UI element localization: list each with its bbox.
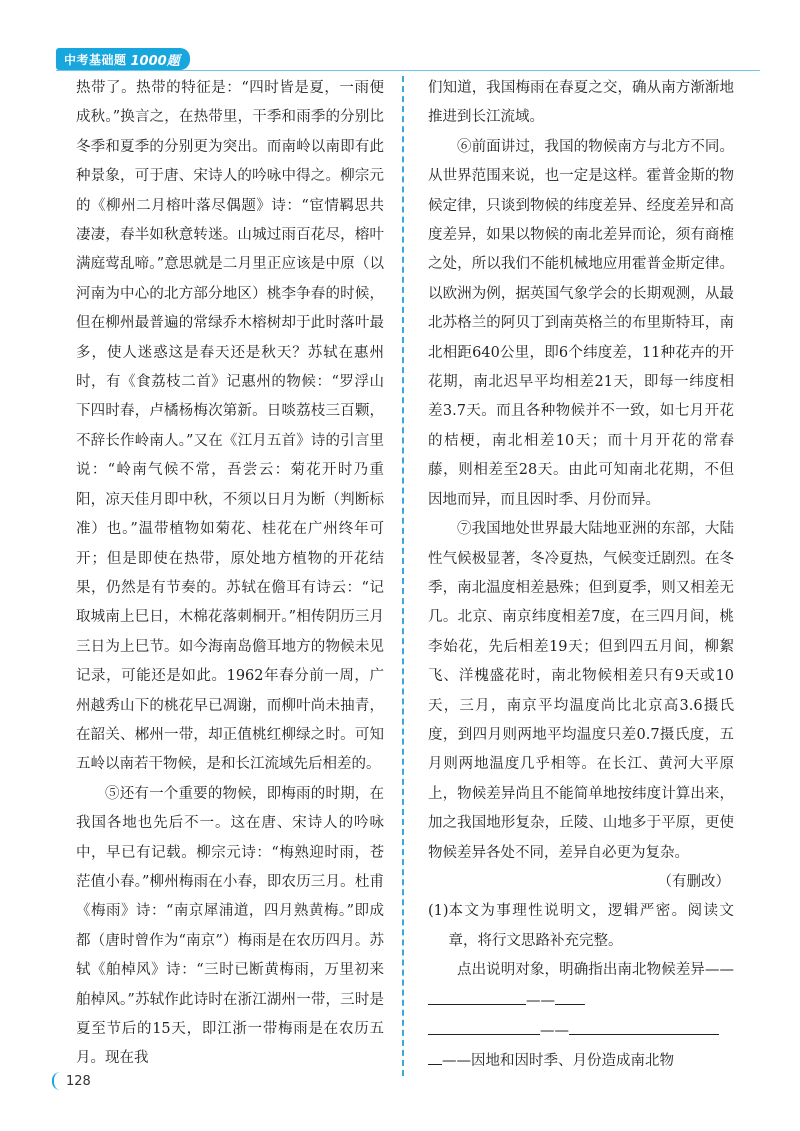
question-text: 本文为事理性说明文，逻辑严密。阅读文章，将行文思路补充完整。 <box>448 903 734 949</box>
answer-blank-2[interactable] <box>555 986 585 1005</box>
page-number: 128 <box>66 1073 91 1089</box>
count-label: 1000题 <box>130 53 180 69</box>
answer-blank-4[interactable] <box>569 1016 719 1035</box>
answer-blank-1[interactable] <box>428 986 526 1005</box>
series-label: 中考基础题 <box>64 52 127 67</box>
header-rule <box>56 70 760 71</box>
question-number: (1) <box>428 903 449 920</box>
question-1 <box>428 897 734 956</box>
column-divider <box>402 76 404 1076</box>
paragraph-6: ⑥前面讲过，我国的物候南方与北方不同。从世界范围来说，也一定是这样。霍普金斯的物候定律，只谈到物候的纬度差异、经度差异和高度差异，如果以物候的南北差异而论，须有商榷之处，所以我们不能机械地应用霍普金斯定律。以欧洲为例，据英国气象学会的长期观测，从最北苏格兰的阿贝丁到南英格兰的布里斯特耳，南北相距640公里，即6个纬度差，11种花卉的开花期，南北迟早平均相差21天，即每一纬度相差3.7天。而且各种物候并不一致，如七月开花的桔梗，南北相差10天；而十月开花的常春藤，则相差至28天。由此可知南北花期，不但因地而异，而且因时季、月份而异。 <box>428 138 734 508</box>
answer-dash: —— <box>526 992 555 1009</box>
paragraph-5: ⑤还有一个重要的物候，即梅雨的时期，在我国各地也先后不一。这在唐、宋诗人的吟咏中，早已有记载。柳宗元诗：“梅熟迎时雨，苍茫值小春。”柳州梅雨在小春，即农历三月。杜甫《梅雨》诗：“南京犀浦道，四月熟黄梅。”即成都（唐时曾作为“南京”）梅雨是在农历四月。苏轼《舶棹风》诗：“三时已断黄梅雨，万里初来舶棹风。”苏轼作此诗时在浙江湖州一带，三时是夏至节后的15天，即江浙一带梅雨是在农历五月。现在我 <box>76 785 384 1067</box>
answer-line-3 <box>428 1046 734 1076</box>
paragraph-7: ⑦我国地处世界最大陆地亚洲的东部，大陆性气候极显著，冬冷夏热，气候变迁剧烈。在冬季，南北温度相差悬殊；但到夏季，则又相差无几。北京、南京纬度相差7度，在三四月间，桃李始花，先后相差19天；但到四五月间，柳絮飞、洋槐盛花时，南北物候相差只有9天或10天，三月，南京平均温度尚比北京高3.6摄氏度，到四月则两地平均温度只差0.7摄氏度，五月则两地温度几乎相等。在长江、黄河大平原上，物候差异尚且不能简单地按纬度计算出来，加之我国地形复杂，丘陵、山地多于平原，更使物候差异各处不同，差异自必更为复杂。 <box>428 521 734 861</box>
paragraph-continued: 热带了。热带的特征是：“四时皆是夏，一雨便成秋。”换言之，在热带里，干季和雨季的分别比冬季和夏季的分别更为突出。而南岭以南即有此种景象，可于唐、宋诗人的吟咏中得之。柳宗元的《柳州二月榕叶落尽偶题》诗：“宦情羁思共凄凄，春半如秋意转迷。山城过雨百花尽，榕叶满庭莺乱啼。”意思就是二月里正应该是中原（以河南为中心的北方部分地区）桃李争春的时候，但在柳州最普遍的常绿乔木榕树却于此时落叶最多，使人迷惑这是春天还是秋天？苏轼在惠州时，有《食荔枝二首》记惠州的物候：“罗浮山下四时春，卢橘杨梅次第新。日啖荔枝三百颗，不辞长作岭南人。”又在《江月五首》诗的引言里说：“岭南气候不常，吾尝云：菊花开时乃重阳，凉天佳月即中秋，不须以日月为断（判断标准）也。”温带植物如菊花、桂花在广州终年可开；但是即使在热带，原处地方植物的开花结果，仍然是有节奏的。苏轼在儋耳有诗云：“记取城南上巳日，木棉花落刺桐开。”相传阴历三月三日为上巳节。如今海南岛儋耳地方的物候未见记录，可能还是如此。1962年春分前一周，广州越秀山下的桃花早已凋谢，而柳叶尚未抽青，在韶关、郴州一带，却正值桃红柳绿之时。可知五岭以南若干物候，是和长江流域先后相差的。 <box>76 80 384 773</box>
source-note: （有删改） <box>657 873 730 890</box>
left-column <box>76 74 384 1074</box>
answer-blank-5[interactable] <box>428 1046 442 1065</box>
series-badge <box>56 48 190 70</box>
right-column <box>428 74 734 1077</box>
answer-blank-3[interactable] <box>428 1016 540 1035</box>
page-corner-mark <box>52 1072 62 1090</box>
page-footer <box>52 1072 91 1090</box>
answer-intro: 点出说明对象，明确指出南北物候差异—— <box>457 962 734 979</box>
answer-line-1 <box>428 956 734 1016</box>
answer-line-2 <box>428 1016 734 1046</box>
paragraph-continued-right: 们知道，我国梅雨在春夏之交，确从南方渐渐地推进到长江流域。 <box>428 80 734 126</box>
answer-dash-2: —— <box>540 1023 569 1039</box>
answer-tail: ——因地和因时季、月份造成南北物 <box>442 1053 674 1070</box>
